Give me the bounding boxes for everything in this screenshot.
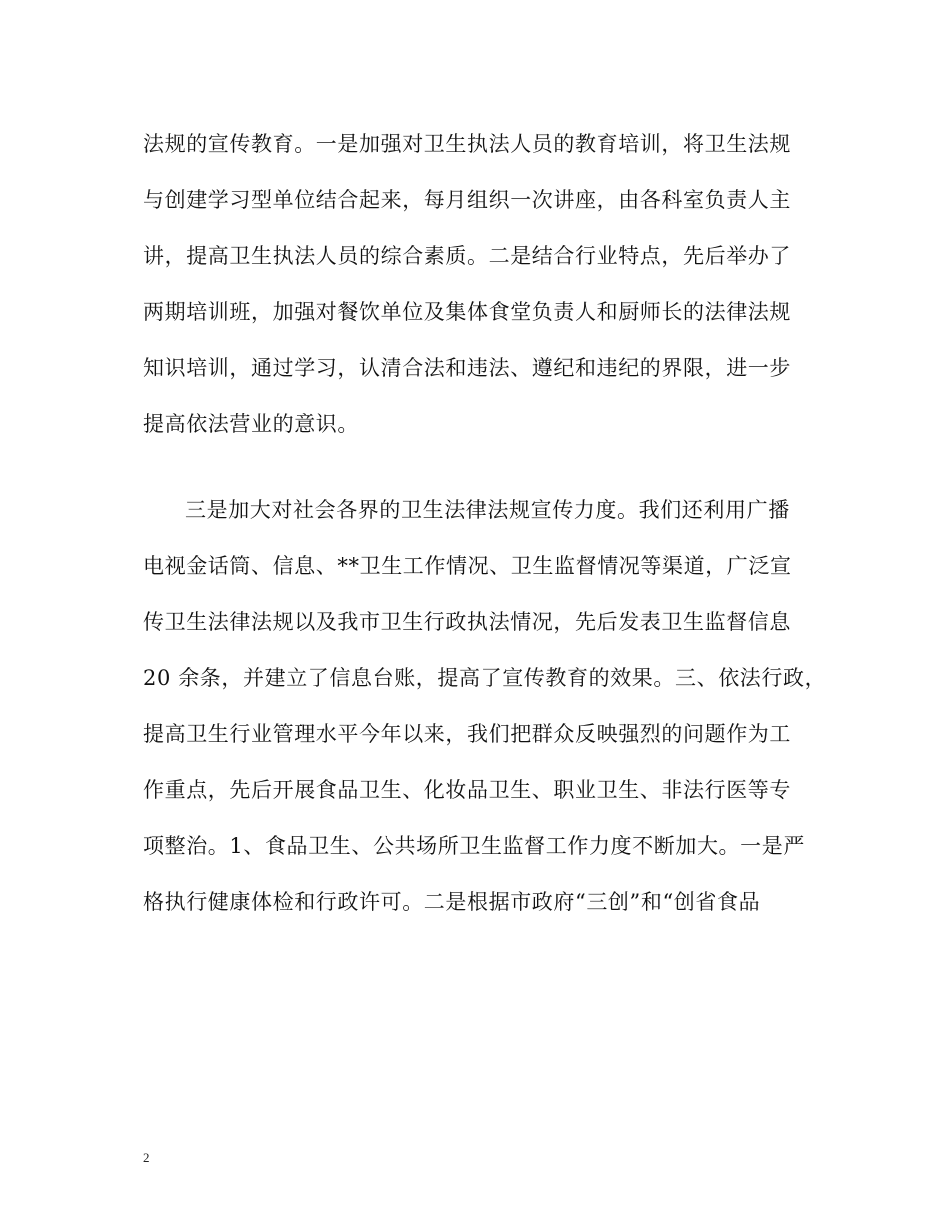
text-line: 传卫生法律法规以及我市卫生行政执法情况，先后发表卫生监督信息 (143, 610, 791, 634)
page-number: 2 (143, 1150, 150, 1165)
text-line: 20 余条，并建立了信息台账，提高了宣传教育的效果。三、依法行政， (143, 666, 827, 690)
text-line: 项整治。1、食品卫生、公共场所卫生监督工作力度不断加大。一是严 (143, 834, 805, 858)
text-line: 作重点，先后开展食品卫生、化妆品卫生、职业卫生、非法行医等专 (143, 778, 791, 802)
text-line: 与创建学习型单位结合起来，每月组织一次讲座，由各科室负责人主 (143, 188, 791, 212)
text-line: 两期培训班，加强对餐饮单位及集体食堂负责人和厨师长的法律法规 (143, 300, 791, 324)
text-line: 三是加大对社会各界的卫生法律法规宣传力度。我们还利用广播 (185, 498, 790, 522)
text-line: 法规的宣传教育。一是加强对卫生执法人员的教育培训，将卫生法规 (143, 132, 791, 156)
text-line: 讲，提高卫生执法人员的综合素质。二是结合行业特点，先后举办了 (143, 244, 791, 268)
document-body (143, 124, 827, 938)
text-line: 电视金话筒、信息、**卫生工作情况、卫生监督情况等渠道，广泛宣 (143, 554, 792, 578)
text-line: 知识培训，通过学习，认清合法和违法、遵纪和违纪的界限，进一步 (143, 356, 791, 380)
text-line: 提高卫生行业管理水平今年以来，我们把群众反映强烈的问题作为工 (143, 722, 791, 746)
text-line: 格执行健康体检和行政许可。二是根据市政府“三创”和“创省食品 (143, 890, 761, 914)
text-line: 提高依法营业的意识。 (143, 412, 359, 436)
paragraph-gap (143, 460, 823, 490)
